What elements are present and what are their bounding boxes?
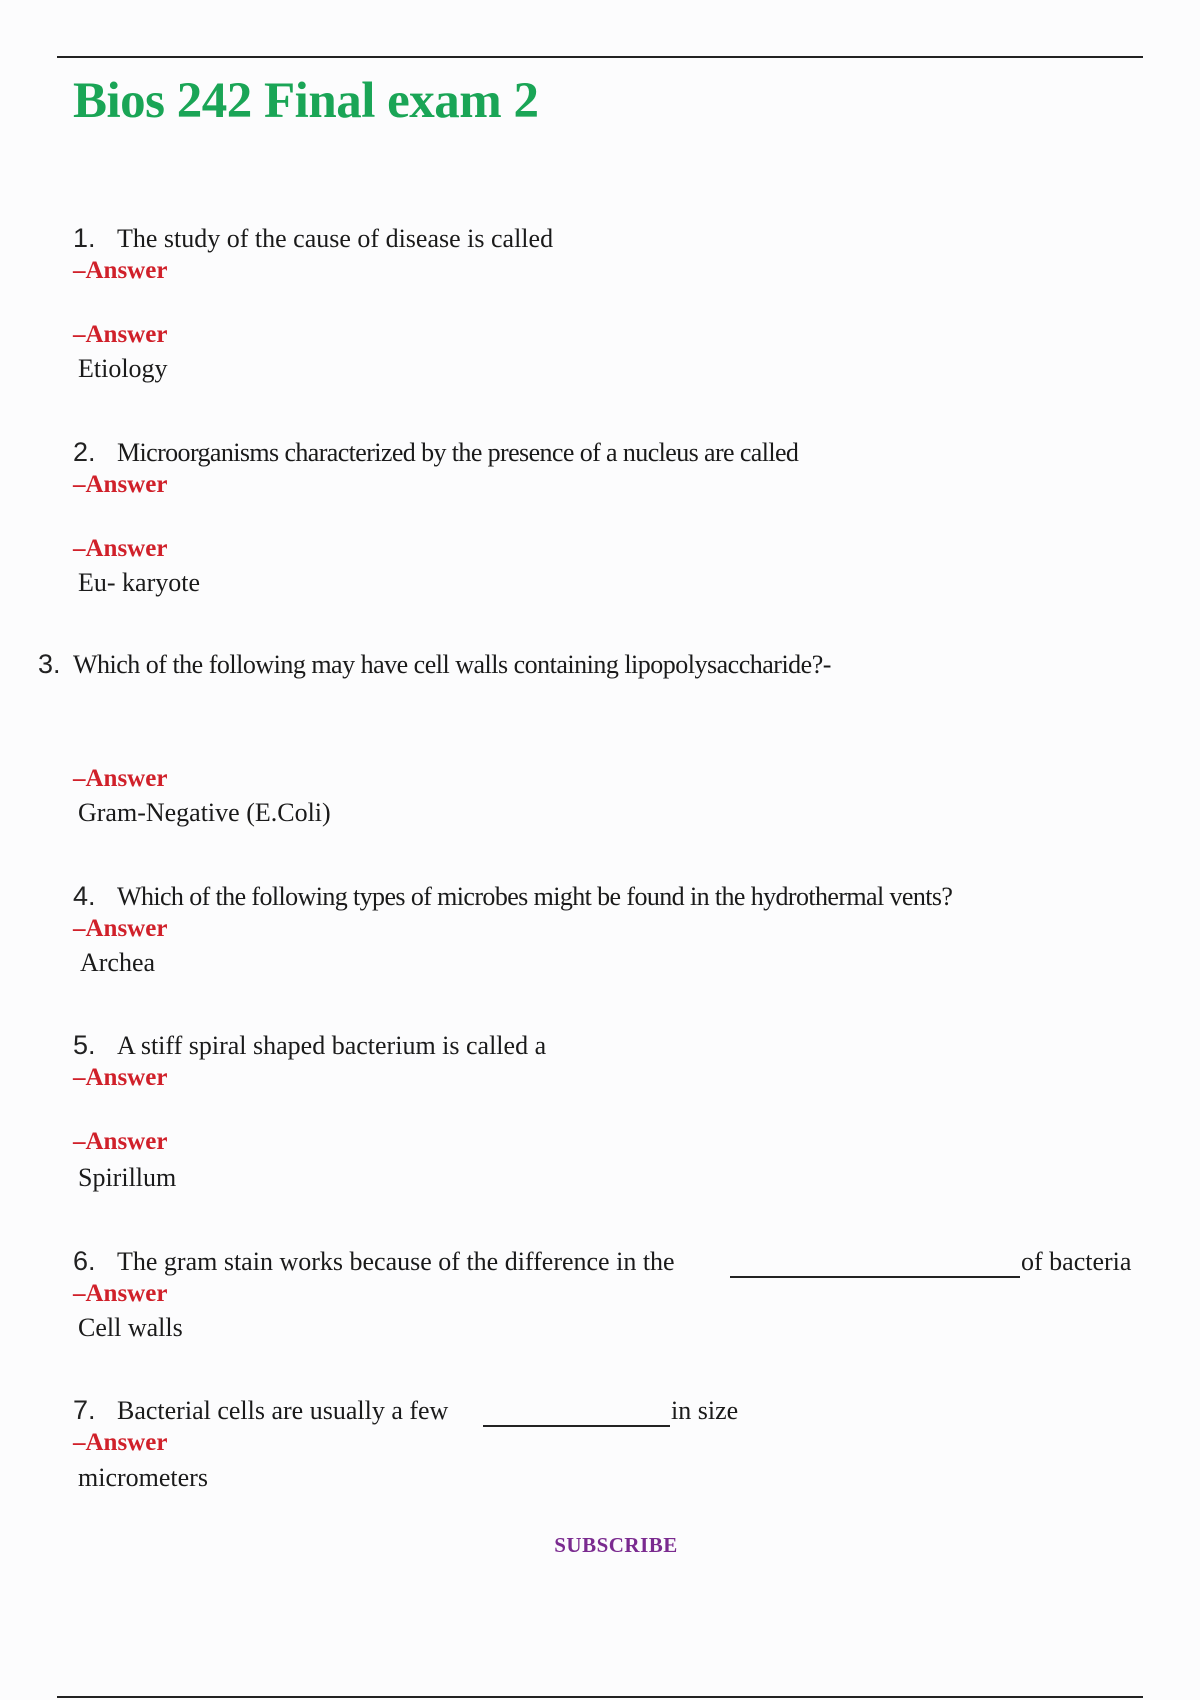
question-number: 5. bbox=[73, 1030, 96, 1060]
question-number: 6. bbox=[73, 1246, 96, 1276]
question-text: Which of the following types of microbes might be found in the hydrothermal vents? bbox=[117, 882, 953, 911]
answer-label: –Answer bbox=[73, 257, 168, 284]
question-text: Which of the following may have cell walls containing lipopolysaccharide?- bbox=[73, 650, 831, 679]
fill-in-blank bbox=[483, 1425, 670, 1427]
question-number: 1. bbox=[73, 223, 96, 253]
answer-label: –Answer bbox=[73, 471, 168, 498]
answer-value: Spirillum bbox=[78, 1163, 177, 1192]
question-number: 2. bbox=[73, 437, 96, 467]
question-text: The gram stain works because of the difference in the bbox=[117, 1247, 675, 1276]
answer-label: –Answer bbox=[73, 321, 168, 348]
answer-value: micrometers bbox=[78, 1463, 208, 1492]
question-text: The study of the cause of disease is called bbox=[117, 224, 554, 253]
question-text: A stiff spiral shaped bacterium is called a bbox=[117, 1031, 547, 1060]
answer-value: Gram-Negative (E.Coli) bbox=[78, 798, 331, 827]
bottom-rule bbox=[57, 1696, 1143, 1698]
answer-label: –Answer bbox=[73, 915, 168, 942]
answer-value: Cell walls bbox=[78, 1313, 183, 1342]
question-text-after: in size bbox=[671, 1396, 739, 1425]
answer-label: –Answer bbox=[73, 1429, 168, 1456]
answer-label: –Answer bbox=[73, 1064, 168, 1091]
question-number: 3. bbox=[38, 649, 61, 679]
question-number: 4. bbox=[73, 881, 96, 911]
fill-in-blank bbox=[730, 1276, 1020, 1278]
answer-label: –Answer bbox=[73, 535, 168, 562]
question-text-after: of bacteria bbox=[1021, 1247, 1132, 1276]
answer-label: –Answer bbox=[73, 765, 168, 792]
answer-value: Etiology bbox=[78, 354, 168, 383]
question-number: 7. bbox=[73, 1395, 96, 1425]
answer-value: Eu- karyote bbox=[78, 568, 201, 597]
top-rule bbox=[57, 56, 1143, 58]
question-text: Bacterial cells are usually a few bbox=[117, 1396, 449, 1425]
subscribe-link[interactable]: SUBSCRIBE bbox=[554, 1533, 678, 1557]
answer-label: –Answer bbox=[73, 1280, 168, 1307]
answer-label: –Answer bbox=[73, 1128, 168, 1155]
question-text: Microorganisms characterized by the presence of a nucleus are called bbox=[117, 438, 799, 467]
page-title: Bios 242 Final exam 2 bbox=[73, 73, 539, 129]
answer-value: Archea bbox=[80, 948, 156, 977]
